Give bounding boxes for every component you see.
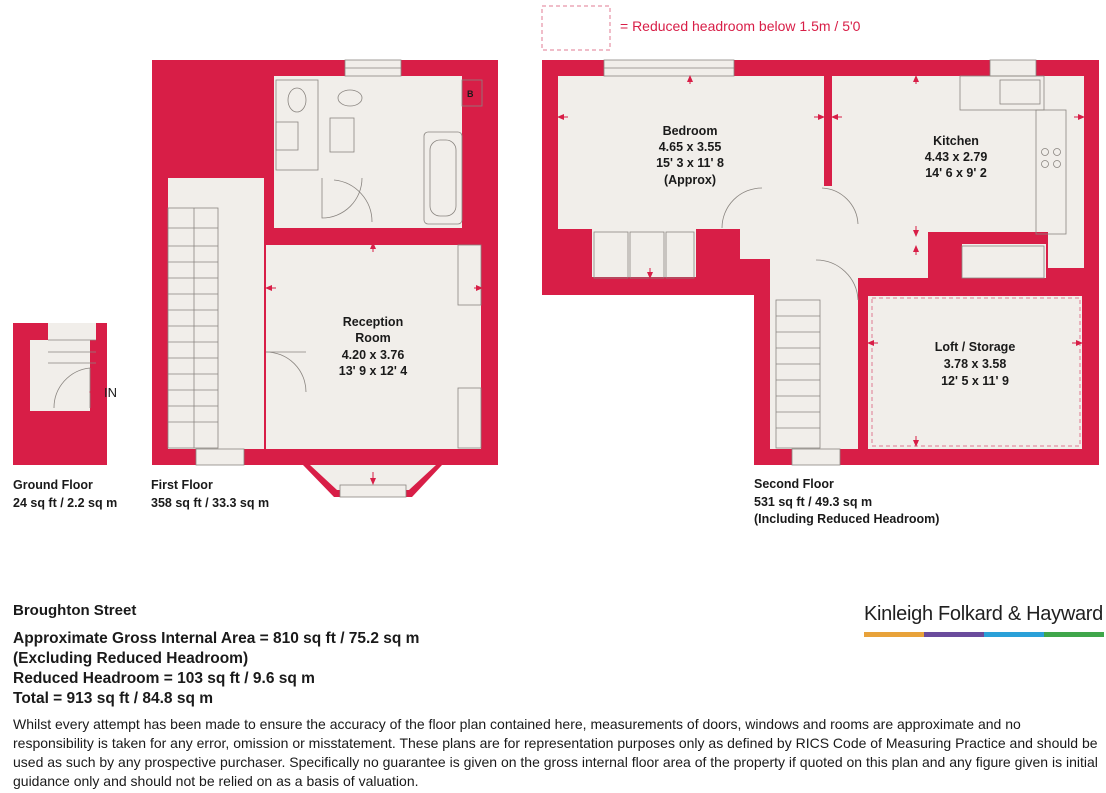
ground-floor-plan (13, 323, 117, 465)
logo-bar-segment (984, 632, 1044, 637)
bedroom-name: Bedroom (662, 124, 718, 138)
excluding-note: (Excluding Reduced Headroom) (13, 650, 249, 667)
reception-imperial: 13' 9 x 12' 4 (338, 364, 408, 378)
area-summary (13, 602, 573, 709)
reception-name-2: Room (355, 331, 391, 345)
floor-captions (13, 477, 939, 526)
logo-bar-segment (924, 632, 984, 637)
loft-metric: 3.78 x 3.58 (943, 357, 1007, 371)
second-floor-plan (542, 60, 1099, 465)
legend (542, 6, 861, 50)
first-floor-plan (152, 60, 498, 497)
second-floor-note: (Including Reduced Headroom) (754, 512, 940, 526)
gross-internal-area: Approximate Gross Internal Area = 810 sq ft / 75.2 sq m (13, 630, 420, 647)
second-floor-area: 531 sq ft / 49.3 sq m (754, 495, 873, 509)
ground-floor-name: Ground Floor (13, 478, 93, 492)
second-floor-name: Second Floor (754, 477, 834, 491)
ground-floor-area: 24 sq ft / 2.2 sq m (13, 496, 118, 510)
first-floor-name: First Floor (151, 478, 213, 492)
street-name: Broughton Street (13, 602, 137, 619)
loft-imperial: 12' 5 x 11' 9 (941, 374, 1009, 388)
first-floor-area: 358 sq ft / 33.3 sq m (151, 496, 270, 510)
kitchen-metric: 4.43 x 2.79 (924, 150, 988, 164)
total-area: Total = 913 sq ft / 84.8 sq m (13, 690, 213, 707)
agency-logo (864, 603, 1104, 637)
logo-bar-segment (1044, 632, 1104, 637)
logo-color-bar (864, 632, 1104, 637)
legend-text: = Reduced headroom below 1.5m / 5'0 (620, 18, 861, 34)
agency-logo-text: Kinleigh Folkard & Hayward (864, 603, 1103, 625)
kitchen-name: Kitchen (933, 134, 979, 148)
reduced-headroom-swatch (542, 6, 610, 50)
kitchen-imperial: 14' 6 x 9' 2 (925, 166, 987, 180)
reception-name-1: Reception (342, 315, 404, 329)
bedroom-note: (Approx) (663, 173, 717, 187)
reception-metric: 4.20 x 3.76 (341, 348, 405, 362)
entrance-label: IN (104, 385, 117, 400)
loft-name: Loft / Storage (934, 340, 1016, 354)
reduced-headroom-area: Reduced Headroom = 103 sq ft / 9.6 sq m (13, 670, 315, 687)
disclaimer-text: Whilst every attempt has been made to ensure the accuracy of the floor plan contained here, measurements of doors, windows and rooms are approximate and no responsibility is taken for any error, omission or misstatement. These plans are for representation purposes only as defined by RICS Code of Measuring Practice and should be used as such by any prospective purchaser. Specifically no guarantee is given on the gross internal floor area of the property if quoted on this plan and any figure given is initial guidance only and should not be relied on as a basis of valuation. (13, 716, 1098, 789)
bedroom-metric: 4.65 x 3.55 (658, 140, 722, 154)
boiler-label: B (467, 89, 474, 99)
bedroom-imperial: 15' 3 x 11' 8 (656, 156, 724, 170)
logo-bar-segment (864, 632, 924, 637)
